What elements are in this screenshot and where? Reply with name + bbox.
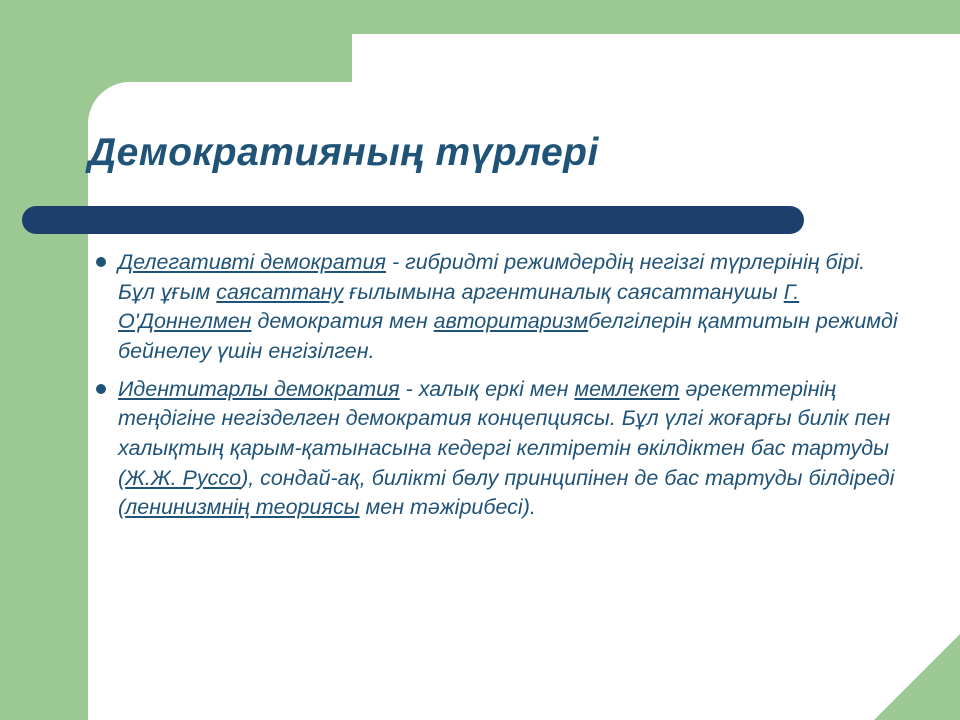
inline-link[interactable]: Идентитарлы демократия (118, 376, 400, 401)
inline-link[interactable]: Г. О'Доннелмен (118, 279, 800, 334)
list-item (96, 375, 906, 523)
content-panel-bottom-fill (88, 672, 960, 720)
bullet-dot-icon (96, 257, 106, 267)
inline-link[interactable]: авторитаризм (433, 309, 589, 334)
slide-body (96, 248, 906, 531)
bullet-text (118, 248, 906, 367)
inline-text: - халық еркі мен (399, 376, 575, 401)
inline-link[interactable]: саясаттану (216, 279, 344, 304)
inline-text: белгілерін қамтитын режимді бейнелеу үшін енгізілген. (118, 309, 898, 363)
title-underline-bar (22, 206, 804, 234)
page-title: Демократияның түрлері (88, 131, 599, 174)
inline-text: ғылымына аргентиналық саясаттанушы (343, 279, 784, 304)
list-item (96, 248, 906, 367)
inline-link[interactable]: ленинизмнің теориясы (125, 495, 360, 520)
decorative-green-top-band (0, 0, 960, 34)
bullet-text (118, 375, 906, 523)
inline-link[interactable]: Делегативті демократия (118, 250, 387, 274)
inline-text: - гибридті режимдердің негізгі түрлерінің бірі. Бұл ұғым (118, 250, 866, 304)
bullet-dot-icon (96, 384, 106, 394)
decorative-corner-triangle (874, 634, 960, 720)
inline-link[interactable]: Ж.Ж. Руссо (125, 465, 242, 490)
inline-link[interactable]: мемлекет (574, 376, 680, 401)
inline-text: мен тәжірибесі). (359, 495, 536, 520)
inline-text: демократия мен (251, 309, 434, 334)
inline-text: әрекеттерінің теңдігіне негізделген демократия концепциясы. Бұл үлгі жоғарғы билік пен халықтың қарым-қатынасына кедергі келтіретін өкілдіктен бас тартуды ( (118, 376, 891, 490)
inline-text: ), сондай-ақ, билікті бөлу принципінен де бас тартуды білдіреді ( (118, 465, 895, 520)
